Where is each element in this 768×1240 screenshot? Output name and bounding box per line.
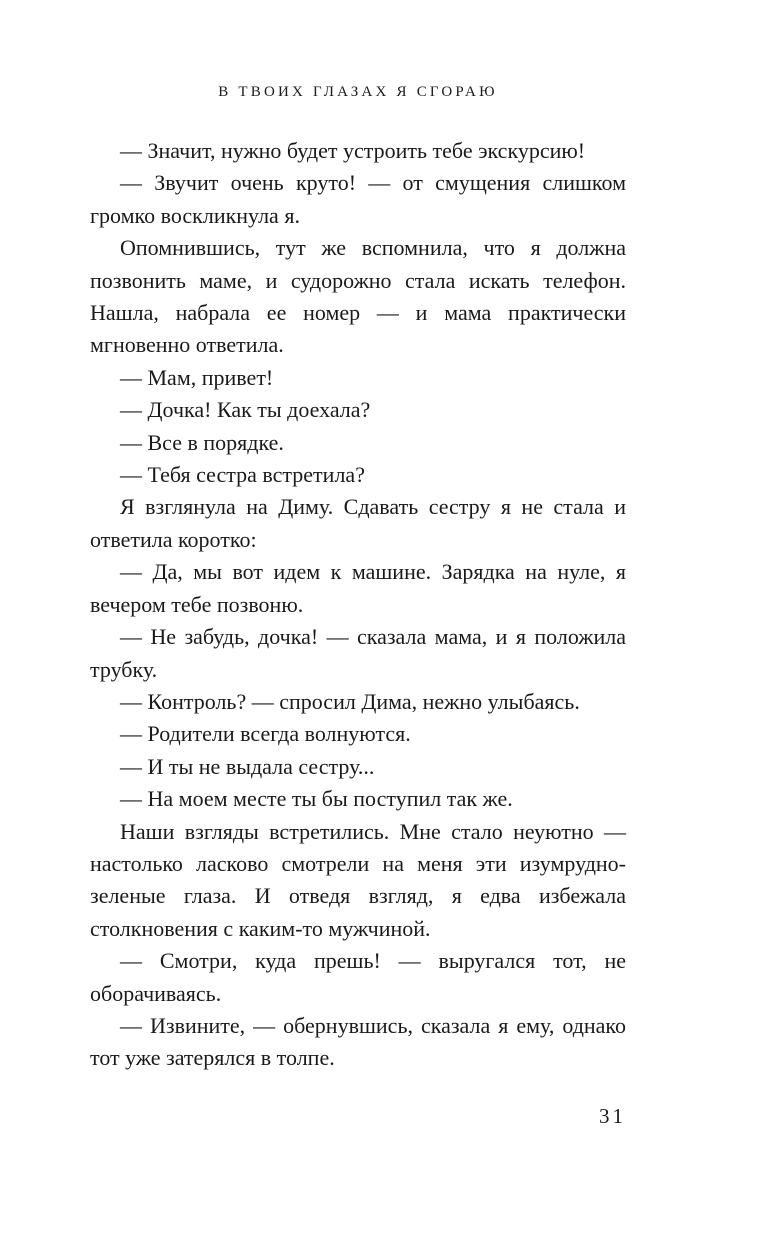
paragraph: — Значит, нужно будет устроить тебе экскурсию!: [120, 138, 586, 163]
body-text: [90, 135, 626, 1075]
paragraph: — Мам, привет!: [120, 364, 274, 390]
paragraph: — Не забудь, дочка! — сказала мама, и я положила трубку.: [90, 624, 626, 682]
paragraph: — Тебя сестра встретила?: [120, 462, 365, 488]
paragraph: — На моем месте ты бы поступил так же.: [120, 786, 513, 812]
paragraph: — Звучит очень круто! — от смущения слишком громко воскликнула я.: [90, 170, 626, 228]
paragraph: — Родители всегда волнуются.: [120, 721, 411, 747]
paragraph: — Дочка! Как ты доехала?: [120, 397, 371, 423]
page-number: 31: [599, 1104, 626, 1128]
paragraph: — Контроль? — спросил Дима, нежно улыбаясь.: [120, 688, 580, 714]
paragraph: — И ты не выдала сестру...: [120, 753, 375, 779]
paragraph: Наши взгляды встретились. Мне стало неуютно — настолько ласково смотрели на меня эти изумрудно-зеленые глаза. И отведя взгляд, я едва избежала столкновения с каким-то мужчиной.: [90, 818, 626, 941]
paragraph: Опомнившись, тут же вспомнила, что я должна позвонить маме, и судорожно стала искать телефон. Нашла, набрала ее номер — и мама практически мгновенно ответила.: [90, 235, 626, 358]
paragraph: — Да, мы вот идем к машине. Зарядка на нуле, я вечером тебе позвоню.: [90, 559, 626, 617]
paragraph: Я взглянула на Диму. Сдавать сестру я не стала и ответила коротко:: [90, 494, 626, 552]
paragraph: — Смотри, куда прешь! — выругался тот, не оборачиваясь.: [90, 948, 626, 1006]
running-head: В ТВОИХ ГЛАЗАХ Я СГОРАЮ: [218, 84, 498, 100]
paragraph: — Извините, — обернувшись, сказала я ему, однако тот уже затерялся в толпе.: [90, 1012, 626, 1071]
paragraph: — Все в порядке.: [120, 429, 284, 455]
